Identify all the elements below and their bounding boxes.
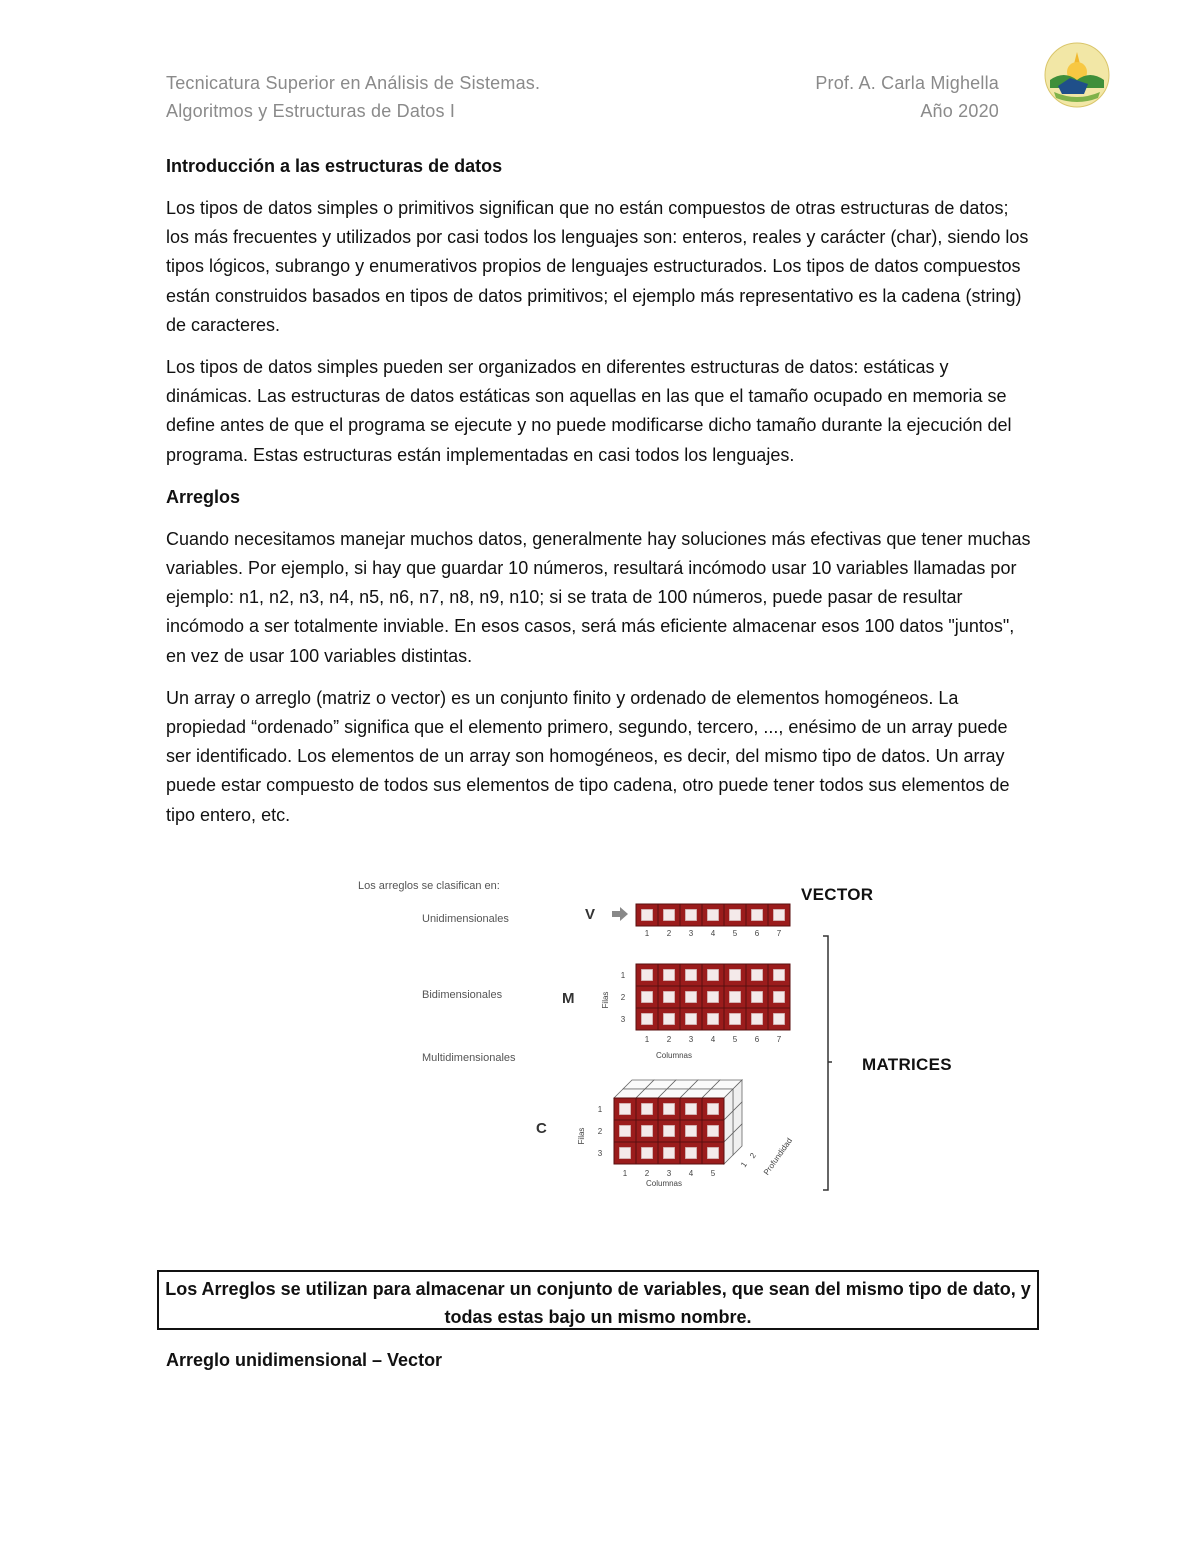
matrix-cell	[746, 1008, 768, 1030]
matrices-bracket	[823, 936, 828, 1190]
section-title-intro: Introducción a las estructuras de datos	[166, 156, 503, 176]
cube-row-label: 1	[597, 1105, 603, 1114]
cube-letter: C	[536, 1120, 547, 1137]
cube-depth-label: 2	[747, 1151, 758, 1160]
figure-caption: Los arreglos se clasifican en:	[358, 880, 500, 892]
cube-cell	[680, 1120, 702, 1142]
matrix-cell	[702, 964, 724, 986]
vector-cell	[680, 904, 702, 926]
cube-cell	[636, 1142, 658, 1164]
bidimensional-label: Bidimensionales	[422, 989, 503, 1001]
matrix-filas-label: Filas	[601, 991, 610, 1009]
vector-index-label: 7	[776, 929, 782, 938]
matrix-cell	[746, 986, 768, 1008]
section-title-arreglos: Arreglos	[166, 486, 241, 507]
cube-row-label: 3	[597, 1149, 603, 1158]
matrix-cell	[680, 964, 702, 986]
cube-cell	[636, 1098, 658, 1120]
cube-cell	[702, 1120, 724, 1142]
cube-col-label: 1	[622, 1169, 628, 1178]
unidimensional-label: Unidimensionales	[422, 913, 509, 925]
vector-cell	[702, 904, 724, 926]
matrix-row-label: 3	[620, 1015, 626, 1024]
paragraph-arreglos-2: Un array o arreglo (matriz o vector) es un conjunto finito y ordenado de elementos homogéneos. La propiedad “ordenado” significa que el elemento primero, segundo, tercero, ..., enésimo de un array puede ser identificado. Los elementos de un array son homogéneos, es decir, del mismo tipo de datos. Un array puede estar compuesto de todos sus elementos de tipo cadena, otro puede tener todos sus elementos de tipo entero, etc.	[166, 687, 1010, 825]
institution-logo-icon	[1044, 42, 1110, 108]
vector-index-label: 5	[732, 929, 738, 938]
paragraph-intro-2: Los tipos de datos simples pueden ser organizados en diferentes estructuras de datos: estáticas y dinámicas. Las estructuras de datos estáticas son aquellas en las que el tamaño ocupado en memoria se define antes de que el programa se ejecute y no puede modificarse dicho tamaño durante la ejecución del programa. Estas estructuras están implementadas en casi todos los lenguajes.	[166, 357, 1012, 465]
multidimensional-label: Multidimensionales	[422, 1052, 516, 1064]
paragraph-intro-1: Los tipos de datos simples o primitivos significan que no están compuestos de otras estructuras de datos; los más frecuentes y utilizados por casi todos los lenguajes son: enteros, reales y carácter (char), siendo los tipos lógicos, subrango y enumerativos propios de lenguajes estructurados. Los tipos de datos compuestos están construidos basados en tipos de datos primitivos; el ejemplo más representativo es la cadena (string) de caracteres.	[166, 198, 1029, 335]
matrix-cell	[636, 964, 658, 986]
cube-cell	[658, 1098, 680, 1120]
matrix-col-label: 1	[644, 1035, 650, 1044]
matrix-row-label: 1	[620, 971, 626, 980]
vector-letter: V	[585, 906, 596, 923]
header-professor: Prof. A. Carla Mighella	[815, 73, 999, 93]
matrices-title: MATRICES	[862, 1055, 952, 1074]
cube-cell	[614, 1120, 636, 1142]
cube-col-label: 5	[710, 1169, 716, 1178]
paragraph-arreglos-1: Cuando necesitamos manejar muchos datos, generalmente hay soluciones más efectivas que tener muchas variables. Por ejemplo, si hay que guardar 10 números, resultará incómodo usar 10 variables llamadas por ejemplo: n1, n2, n3, n4, n5, n6, n7, n8, n9, n10; si se trata de 100 números, puede pasar de resultar incómodo a ser totalmente inviable. En esos casos, será más eficiente almacenar esos 100 datos "juntos", en vez de usar 100 variables distintas.	[166, 528, 1031, 666]
arrays-diagram	[340, 868, 980, 1208]
matrix-cell	[658, 964, 680, 986]
main-content	[166, 152, 1036, 843]
matrix-cell	[724, 1008, 746, 1030]
vector-cells	[636, 904, 790, 926]
cube-col-label: 4	[688, 1169, 694, 1178]
matrix-col-label: 5	[732, 1035, 738, 1044]
header-institution: Tecnicatura Superior en Análisis de Sistemas.	[166, 73, 541, 93]
arrays-classification-figure	[340, 868, 980, 1208]
matrix-col-label: 4	[710, 1035, 716, 1044]
cube-cell	[680, 1142, 702, 1164]
matrix-cell	[658, 986, 680, 1008]
matrix-row-label: 2	[620, 993, 626, 1002]
matrix-cells	[636, 964, 790, 1030]
matrix-cell	[636, 1008, 658, 1030]
section-title-vector: Arreglo unidimensional – Vector	[166, 1350, 443, 1370]
header-year: Año 2020	[920, 101, 999, 121]
matrix-cell	[636, 986, 658, 1008]
matrix-col-label: 3	[688, 1035, 694, 1044]
cube-columnas-label: Columnas	[645, 1179, 683, 1188]
matrix-cell	[680, 1008, 702, 1030]
vector-index-label: 1	[644, 929, 650, 938]
vector-arrow-icon	[612, 907, 628, 921]
cube-col-label: 3	[666, 1169, 672, 1178]
cube-cell	[614, 1142, 636, 1164]
vector-title: VECTOR	[801, 885, 874, 904]
vector-cell	[636, 904, 658, 926]
matrix-cell	[746, 964, 768, 986]
matrix-cell	[724, 964, 746, 986]
vector-index-label: 2	[666, 929, 672, 938]
cube-cell	[614, 1098, 636, 1120]
vector-index-label: 4	[710, 929, 716, 938]
cube-col-label: 2	[644, 1169, 650, 1178]
arrays-definition-note: Los Arreglos se utilizan para almacenar un conjunto de variables, que sean del mismo tipo de dato, y todas estas bajo un mismo nombre.	[157, 1270, 1039, 1330]
matrix-columnas-label: Columnas	[655, 1051, 693, 1060]
vector-index-label: 3	[688, 929, 694, 938]
vector-cell	[768, 904, 790, 926]
matrix-letter: M	[562, 990, 575, 1007]
cube-cell	[636, 1120, 658, 1142]
header-subject: Algoritmos y Estructuras de Datos I	[166, 101, 456, 121]
cube-cell	[680, 1098, 702, 1120]
vector-cell	[658, 904, 680, 926]
cube-filas-label: Filas	[577, 1127, 586, 1145]
cube-cell	[702, 1098, 724, 1120]
matrix-col-label: 2	[666, 1035, 672, 1044]
cube-row-label: 2	[597, 1127, 603, 1136]
vector-cell	[724, 904, 746, 926]
vector-index-label: 6	[754, 929, 760, 938]
matrix-cell	[702, 986, 724, 1008]
matrix-cell	[768, 1008, 790, 1030]
vector-cell	[746, 904, 768, 926]
cube-cell	[658, 1120, 680, 1142]
matrix-cell	[658, 1008, 680, 1030]
matrix-cell	[768, 964, 790, 986]
matrix-cell	[702, 1008, 724, 1030]
matrix-cell	[768, 986, 790, 1008]
cube-cell	[658, 1142, 680, 1164]
cube-depth-label: 1	[738, 1160, 749, 1169]
matrix-cell	[680, 986, 702, 1008]
matrix-col-label: 7	[776, 1035, 782, 1044]
cube-profundidad-label: Profundidad	[761, 1136, 795, 1177]
matrix-col-label: 6	[754, 1035, 760, 1044]
cube-cell	[702, 1142, 724, 1164]
cube-cells	[614, 1080, 742, 1164]
matrix-cell	[724, 986, 746, 1008]
